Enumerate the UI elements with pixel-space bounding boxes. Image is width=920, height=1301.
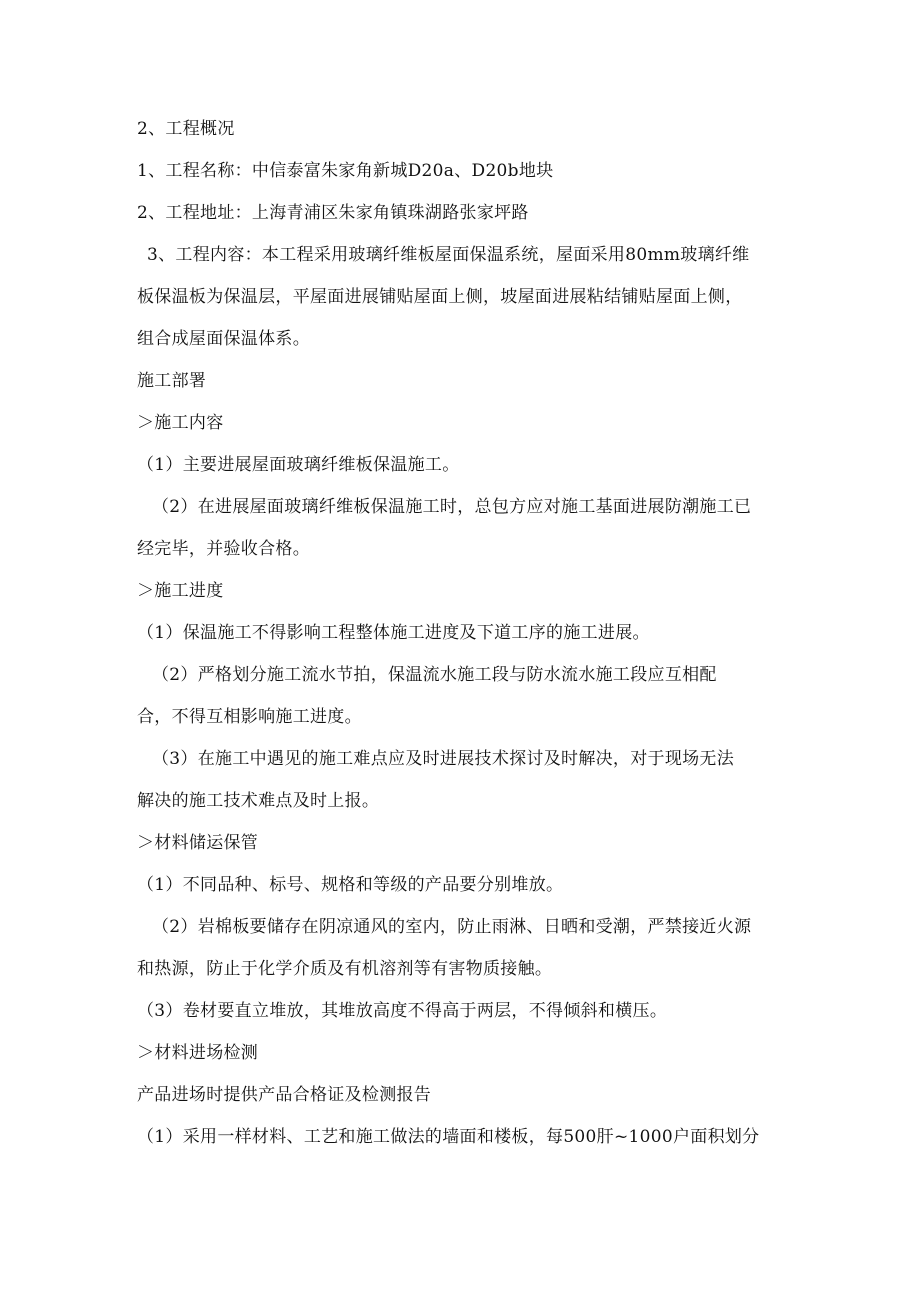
list-item: （1）不同品种、标号、规格和等级的产品要分别堆放。 [137,875,564,895]
subsection-heading: ＞材料进场检测 [137,1043,259,1063]
list-item: （3）在施工中遇见的施工难点应及时进展技术探讨及时解决，对于现场无法 [152,749,735,769]
section-heading: 2、工程概况 [137,119,235,139]
list-item: （1）保温施工不得影响工程整体施工进度及下道工序的施工进展。 [137,623,650,643]
section-heading: 施工部署 [137,371,207,391]
paragraph-line: 3、工程内容：本工程采用玻璃纤维板屋面保温系统，屋面采用80mm玻璃纤维 [147,245,750,265]
paragraph-line: 解决的施工技术难点及时上报。 [137,791,380,811]
list-item: （1）采用一样材料、工艺和施工做法的墙面和楼板，每500肝~1000户面积划分 [137,1127,760,1147]
paragraph-line: 和热源，防止于化学介质及有机溶剂等有害物质接触。 [137,959,553,979]
paragraph-line: 合，不得互相影响施工进度。 [137,707,362,727]
paragraph-line: 2、工程地址：上海青浦区朱家角镇珠湖路张家坪路 [137,203,529,223]
paragraph-line: 1、工程名称：中信泰富朱家角新城D20a、D20b地块 [137,161,554,181]
subsection-heading: ＞施工内容 [137,413,224,433]
list-item: （2）岩棉板要储存在阴凉通风的室内，防止雨淋、日晒和受潮，严禁接近火源 [152,917,752,937]
list-item: （3）卷材要直立堆放，其堆放高度不得高于两层，不得倾斜和横压。 [137,1001,668,1021]
paragraph-line: 产品进场时提供产品合格证及检测报告 [137,1085,432,1105]
list-item: （1）主要进展屋面玻璃纤维板保温施工。 [137,455,460,475]
subsection-heading: ＞材料储运保管 [137,833,259,853]
paragraph-line: 板保温板为保温层，平屋面进展铺贴屋面上侧，坡屋面进展粘结铺贴屋面上侧， [137,287,743,307]
subsection-heading: ＞施工进度 [137,581,224,601]
paragraph-line: 组合成屋面保温体系。 [137,329,310,349]
paragraph-line: 经完毕，并验收合格。 [137,539,310,559]
list-item: （2）严格划分施工流水节拍，保温流水施工段与防水流水施工段应互相配 [152,665,717,685]
list-item: （2）在进展屋面玻璃纤维板保温施工时，总包方应对施工基面进展防潮施工已 [152,497,752,517]
